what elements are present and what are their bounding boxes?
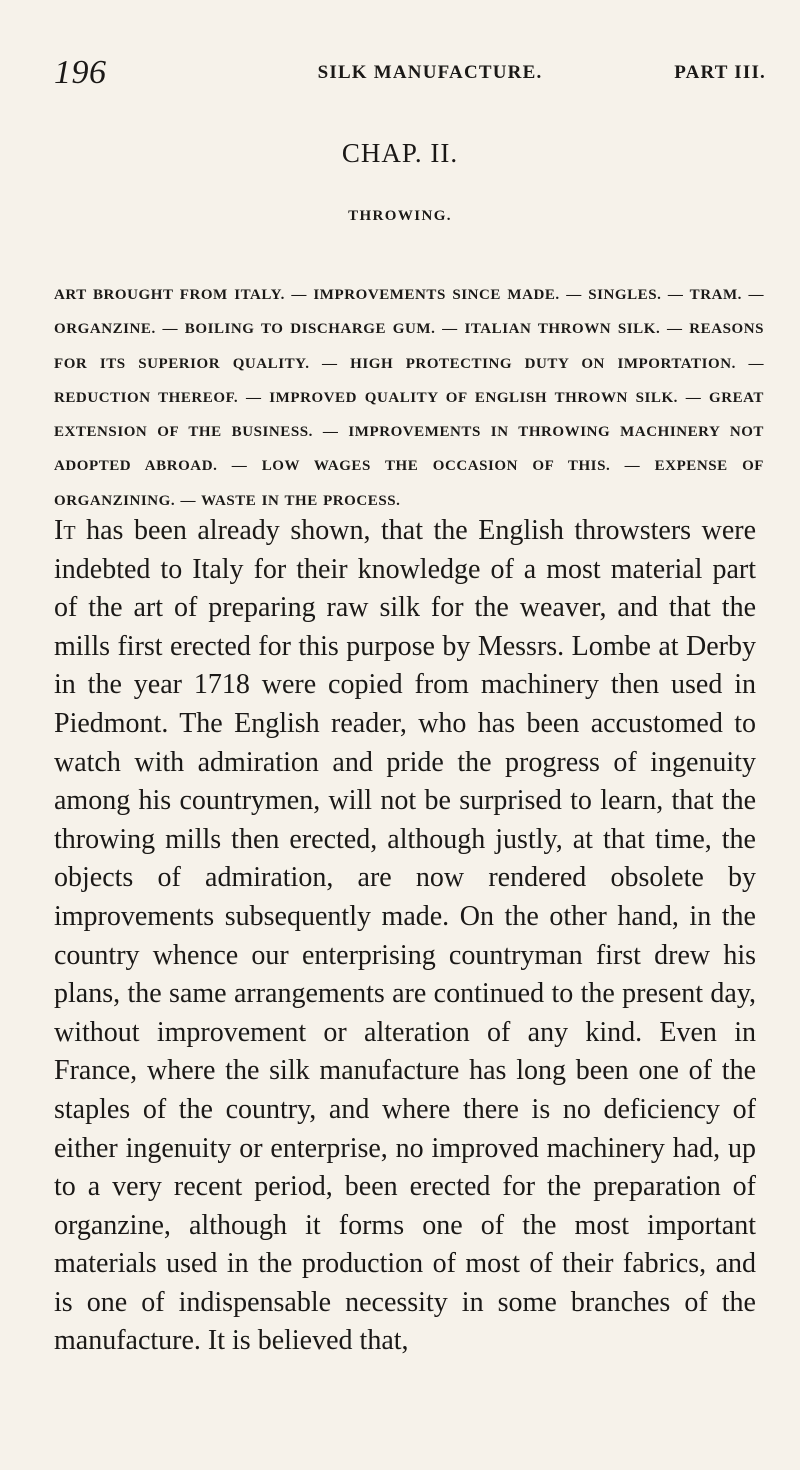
page-number: 196 bbox=[54, 54, 107, 91]
running-head bbox=[54, 50, 766, 96]
chapter-summary: ART BROUGHT FROM ITALY. — IMPROVEMENTS SINCE MADE. — SINGLES. — TRAM. — ORGANZINE. — BOILING TO DISCHARGE GUM. — ITALIAN THROWN SILK. — REASONS FOR ITS SUPERIOR QUALITY. — HIGH PROTECTING DUTY ON IMPORTATION. — REDUCTION THEREOF. — IMPROVED QUALITY OF ENGLISH THROWN SILK. — GREAT EXTENSION OF THE BUSINESS. — IMPROVEMENTS IN THROWING MACHINERY NOT ADOPTED ABROAD. — LOW WAGES THE OCCASION OF THIS. — EXPENSE OF ORGANZINING. — WASTE IN THE PROCESS. bbox=[54, 287, 764, 509]
paragraph-text: has been already shown, that the English throwsters were indebted to Italy for their knowledge of a most material part of the art of preparing raw silk for the weaver, and that the mills first erected for this purpose by Messrs. Lombe at Derby in the year 1718 were copied from machinery then used in Piedmont. The English reader, who has been accustomed to watch with admiration and pride the progress of ingenuity among his countrymen, will not be surprised to learn, that the throwing mills then erected, although justly, at that time, the objects of admiration, are now rendered obsolete by improvements subsequently made. On the other hand, in the country whence our enterprising countryman first drew his plans, the same arrangements are continued to the present day, without improvement or alteration of any kind. Even in France, where the silk manufacture has long been one of the staples of the country, and where there is no deficiency of either ingenuity or enterprise, no improved machinery had, up to a very recent period, been erected for the preparation of organzine, although it forms one of the most important materials used in the production of most of their fabrics, and is one of indispensable necessity in some branches of the manufacture. It is believed that, bbox=[54, 515, 756, 1357]
running-part: PART III. bbox=[674, 62, 766, 83]
chapter-title: THROWING. bbox=[348, 208, 452, 224]
body-paragraph bbox=[54, 512, 756, 1361]
drop-word: It bbox=[54, 515, 76, 546]
chapter-heading: CHAP. II. bbox=[341, 138, 459, 168]
running-title: SILK MANUFACTURE. bbox=[317, 62, 543, 83]
